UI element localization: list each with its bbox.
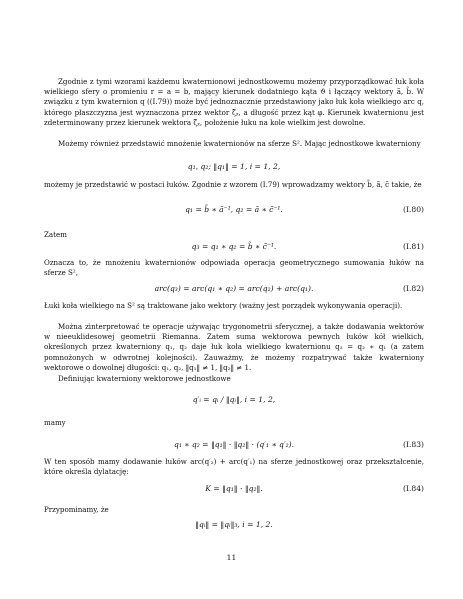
equation-expression: q₁, q₂; ‖q₁‖ = 1, i = 1, 2,: [187, 162, 281, 171]
paragraph-reminder: Przypominamy, że: [44, 505, 109, 514]
page-number: 11: [226, 553, 237, 562]
equation-tag: (I.84): [402, 484, 424, 493]
equation-tag: (I.82): [402, 284, 424, 293]
paragraph-arcs-intro: Zgodnie z tymi wzorami każdemu kwaternionowi jednostkowemu możemy przyporządkować łuk koła wielkiego sfery o promieniu r = a = b, mający kierunek dodatniego kąta ϑ i łączący wektory ã, b̃. W związku z tym kwaternion q ((I.79)) może być jednoznacznie przedstawiony jako łuk koła wielkiego arc q, którego płaszczyzna jest wyznaczona przez wektor ζ̃ᵪ, a długość przez kąt φ. Kierunek kwaternionu jest zdeterminowany przez kierunek wektora ζ̃ᵪ, położenie łuku na kole wielkim jest dowolne.: [44, 77, 424, 127]
equation-expression: arc(q₃) = arc(q₁ ∗ q₂) = arc(q₂) + arc(q₁).: [154, 284, 314, 293]
paragraph-multiplication: Możemy również przedstawić mnożenie kwaternionów na sferze S². Mając jednostkowe kwaterniony: [58, 139, 421, 148]
equation-tag: (I.80): [402, 205, 424, 214]
paragraph-zatem: Zatem: [44, 230, 67, 239]
paragraph-arcs-as-vectors: Łuki koła wielkiego na S² są traktowane jako wektory (ważny jest porządek wykonywania operacji).: [44, 301, 403, 310]
equation-expression: q₁ = b̃ ∗ ã⁻¹, q₂ = ã ∗ c̃⁻¹.: [185, 205, 283, 214]
equation-tag: (I.81): [402, 242, 424, 251]
equation-norm-relation: [44, 520, 424, 529]
equation-I81: [44, 242, 424, 251]
equation-expression: q₃ = q₁ ∗ q₂ = b̃ ∗ c̃⁻¹.: [191, 242, 277, 251]
equation-I82: [44, 284, 424, 293]
paragraph-vectors: możemy je przedstawić w postaci łuków. Zgodnie z wzorem (I.79) wprowadzamy wektory b̃, ã, c̃ takie, że: [44, 180, 422, 189]
equation-expression: q₁ ∗ q₂ = ‖q₁‖ · ‖q₂‖ · (q′₁ ∗ q′₂).: [173, 440, 295, 449]
equation-unit-vector-quaternions: [44, 395, 424, 404]
equation-expression: q′ᵢ = qᵢ / ‖qᵢ‖, i = 1, 2,: [192, 395, 276, 404]
equation-I84: [44, 484, 424, 493]
equation-expression: K = ‖q₁‖ · ‖q₂‖.: [205, 484, 263, 493]
equation-tag: (I.83): [402, 440, 424, 449]
equation-I80: [44, 205, 424, 214]
paragraph-mamy: mamy: [44, 418, 66, 427]
equation-expression: ‖qᵢ‖ = ‖qᵢ‖₃, i = 1, 2.: [195, 520, 273, 529]
paragraph-dilation: W ten sposób mamy dodawanie łuków arc(q′₂) + arc(q′₁) na sferze jednostkowej oraz przekształcenie, które określa dylatację:: [44, 457, 424, 477]
equation-I83: [44, 440, 424, 449]
paragraph-geometric-sum: Oznacza to, że mnożeniu kwaternionów odpowiada operacja geometrycznego sumowania łuków na sferze S²,: [44, 258, 424, 278]
equation-unit-quaternions: [44, 162, 424, 171]
paragraph-trigonometry: Można zinterpretować te operacje używając trygonometrii sferycznej, a także dodawania wektorów w nieeuklidesowej geometrii Riemanna. Zatem suma wektorowa pewnych łuków kół wielkich, określonych przez kwaterniony q₁, q₂ daje łuk koła wielkiego kwaternionu q₃ = q₂ ∗ q₁ (a zatem pomnożonych w odwrotnej kolejności). Zauważmy, że możemy rozpatrywać także kwaterniony wektorowe o dowolnej długości: q₁, q₂, ‖q₁‖ ≠ 1, ‖q₂‖ ≠ 1.: [44, 322, 424, 372]
paragraph-definition: Definiując kwaterniony wektorowe jednostkowe: [58, 374, 231, 383]
